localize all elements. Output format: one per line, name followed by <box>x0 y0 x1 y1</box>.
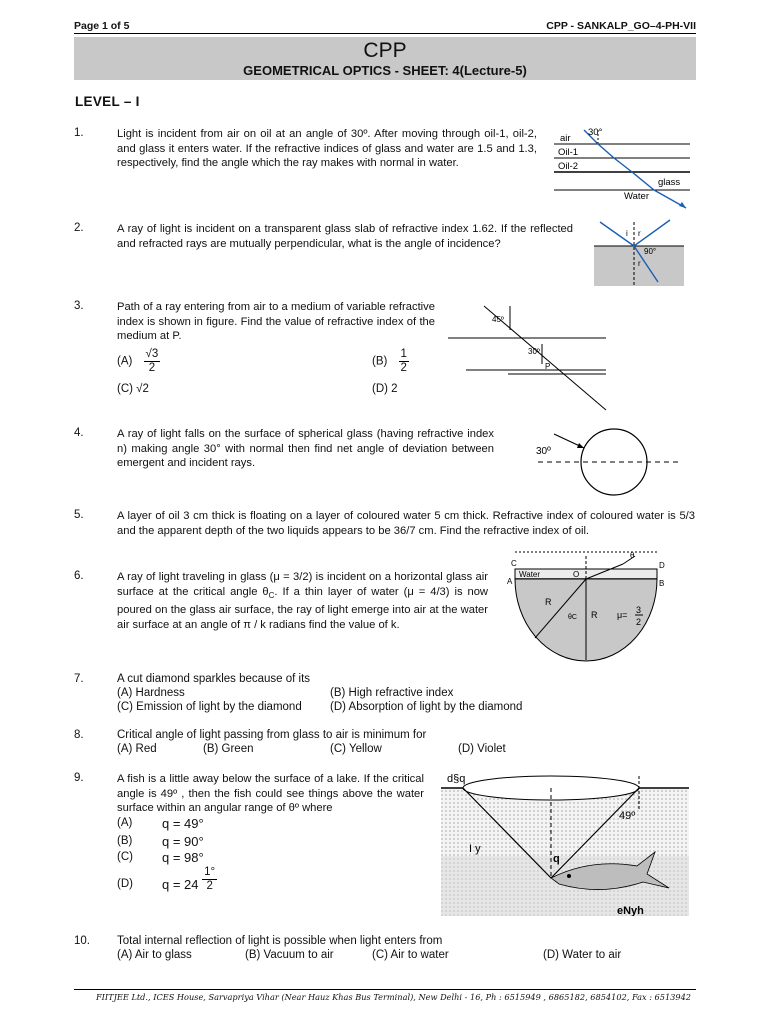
title-banner <box>74 37 696 80</box>
q6-fig-c: C <box>511 559 517 568</box>
q8-option-a[interactable]: (A) Red <box>117 743 157 755</box>
header-rule <box>74 33 696 34</box>
q3-option-a[interactable] <box>117 348 160 375</box>
q6-text-a: A ray of light traveling in glass (μ = 3/2) is incident on a horizontal glass air surface at the critical angle θ <box>117 571 488 598</box>
q3-option-c[interactable]: (C) √2 <box>117 383 149 395</box>
q3-option-a-num: √3 <box>145 348 159 360</box>
q9-option-b-label: (B) <box>117 835 133 847</box>
q2-fig-r-label: r <box>638 229 641 238</box>
level-heading: LEVEL – I <box>75 94 140 109</box>
q9-fig-fish-label: eNyh <box>617 905 644 916</box>
sheet-code: CPP - SANKALP_GO–4-PH-VII <box>546 20 696 32</box>
q1-fig-glass-label: glass <box>658 177 681 188</box>
q6-text <box>117 570 488 633</box>
q10-option-b[interactable]: (B) Vacuum to air <box>245 949 334 961</box>
q9-fig-iy: I y <box>469 843 481 855</box>
q3-option-d[interactable]: (D) 2 <box>372 383 398 395</box>
q5-number: 5. <box>74 509 84 521</box>
q6-fig-mu: μ= <box>617 610 628 620</box>
q9-option-b[interactable] <box>117 834 204 849</box>
q9-option-d[interactable] <box>117 865 216 902</box>
q2-fig-i-label: i <box>626 229 628 238</box>
q8-text: Critical angle of light passing from glass to air is minimum for <box>117 729 427 741</box>
page-subtitle: GEOMETRICAL OPTICS - SHEET: 4(Lecture-5) <box>243 63 527 78</box>
q6-text-b: . If a thin layer of water (μ = 4/3) is now poured on the glass air surface, the ray of light emerge into air at the water air surface at an angle of π / k radians find the value of k. <box>117 585 489 632</box>
q3-option-a-label: (A) <box>117 355 133 368</box>
q6-fig-theta: θ <box>630 551 635 560</box>
q9-option-d-whole: q = 24 <box>162 877 199 892</box>
q1-fig-oil1-label: Oil-1 <box>558 147 579 158</box>
q7-option-b[interactable]: (B) High refractive index <box>330 687 454 699</box>
q1-fig-angle-label: 30° <box>588 127 603 138</box>
q3-text: Path of a ray entering from air to a medium of variable refractive index is shown in figure. Find the value of refractive index of the medium at P. <box>117 301 435 343</box>
page-title: CPP <box>363 39 407 62</box>
q4-text: A ray of light falls on the surface of spherical glass (having refractive index n) making angle 30° with normal then find net angle of deviation between emergent and incident rays. <box>117 428 494 470</box>
q3-option-b-label: (B) <box>372 355 388 368</box>
q1-number: 1. <box>74 127 84 139</box>
q5-text: A layer of oil 3 cm thick is floating on a layer of coloured water 5 cm thick. Refractive index of coloured water is 5/3 and the apparent depth of the two liquids appears to be 36/7 cm. Find the refractive index of oil. <box>117 510 695 537</box>
q9-figure <box>441 770 689 916</box>
q1-figure <box>548 124 698 210</box>
q6-fig-b: B <box>659 579 665 588</box>
q7-option-c[interactable]: (C) Emission of light by the diamond <box>117 701 302 713</box>
q8-number: 8. <box>74 729 84 741</box>
q4-number: 4. <box>74 427 84 439</box>
q9-option-a-value: q = 49° <box>162 816 204 831</box>
q6-number: 6. <box>74 570 84 582</box>
q9-number: 9. <box>74 772 84 784</box>
q2-text: A ray of light is incident on a transparent glass slab of refractive index 1.62. If the reflected and refracted rays are mutually perpendicular, what is the angle of incidence? <box>117 223 573 250</box>
q9-option-d-num: 1° <box>204 865 216 878</box>
q3-option-a-den: 2 <box>148 362 156 374</box>
q9-text: A fish is a little away below the surface of a lake. If the critical angle is 49º , then the fish could see things above the water surface within an angular range of θº where <box>117 773 424 815</box>
q6-text-sub: C <box>268 590 275 600</box>
q3-fig-angle1: 45º <box>492 315 504 324</box>
q9-option-d-label: (D) <box>117 878 133 890</box>
q9-fig-q: q <box>553 853 560 865</box>
q1-fig-water-label: Water <box>624 191 649 202</box>
q10-option-a[interactable]: (A) Air to glass <box>117 949 192 961</box>
q6-fig-r2: R <box>591 610 598 620</box>
footer-rule <box>74 989 696 990</box>
q8-option-b[interactable]: (B) Green <box>203 743 254 755</box>
q7-option-d[interactable]: (D) Absorption of light by the diamond <box>330 701 523 713</box>
q6-fig-d: D <box>659 561 665 570</box>
q6-figure <box>505 548 671 664</box>
q10-option-d[interactable]: (D) Water to air <box>543 949 622 961</box>
q6-fig-mu-den: 2 <box>636 617 642 627</box>
q8-option-d[interactable]: (D) Violet <box>458 743 506 755</box>
q7-number: 7. <box>74 673 84 685</box>
q9-option-a-label: (A) <box>117 817 133 829</box>
footer-address: FIITJEE Ltd., ICES House, Sarvapriya Vihar (Near Hauz Khas Bus Terminal), New Delhi - 16, Ph : 6515949 , 6865182, 6854102, Fax : 6513942 <box>96 992 692 1002</box>
q3-option-b[interactable] <box>372 348 409 375</box>
q1-fig-oil2-label: Oil-2 <box>558 161 579 172</box>
q9-option-c-value: q = 98° <box>162 850 204 865</box>
q10-number: 10. <box>74 935 90 947</box>
q6-fig-thetac: θC <box>568 614 577 621</box>
q1-fig-air-label: air <box>560 133 571 144</box>
q3-figure <box>448 298 608 413</box>
q10-option-c[interactable]: (C) Air to water <box>372 949 449 961</box>
q3-fig-p-label: P <box>545 362 551 371</box>
q3-fig-angle2: 30º <box>528 347 540 356</box>
q6-fig-o: O <box>573 570 580 579</box>
q9-fig-top-label: d§q <box>447 773 466 785</box>
q2-figure <box>590 216 686 288</box>
q9-option-c[interactable] <box>117 850 204 865</box>
q2-fig-r2-label: r <box>638 259 641 268</box>
q3-number: 3. <box>74 300 84 312</box>
q6-fig-r1: R <box>545 597 552 607</box>
q9-option-d-value <box>162 865 217 893</box>
q7-option-a[interactable]: (A) Hardness <box>117 687 185 699</box>
q9-option-b-value: q = 90° <box>162 834 204 849</box>
q6-fig-a: A <box>507 577 513 586</box>
q6-fig-water: Water <box>519 570 541 579</box>
q10-text: Total internal reflection of light is possible when light enters from <box>117 935 443 947</box>
q3-option-b-den: 2 <box>400 362 407 374</box>
q3-option-b-num: 1 <box>400 348 407 360</box>
q2-number: 2. <box>74 222 84 234</box>
q1-text: Light is incident from air on oil at an angle of 30º. After moving through oil-1, oil-2, and glass it enters water. If the refractive indices of glass and water are 1.5 and 1.3, respectively, find the angle which the ray makes with normal in water. <box>117 128 537 170</box>
q9-option-d-den: 2 <box>206 879 213 892</box>
page-number: Page 1 of 5 <box>74 20 130 32</box>
q2-fig-angle-label: 90° <box>644 247 657 256</box>
q4-figure <box>532 426 682 498</box>
q7-text: A cut diamond sparkles because of its <box>117 673 311 685</box>
q4-fig-angle: 30º <box>536 446 551 457</box>
q9-option-c-label: (C) <box>117 851 133 863</box>
q6-fig-mu-num: 3 <box>636 605 642 615</box>
q9-option-a[interactable] <box>117 816 204 831</box>
q8-option-c[interactable]: (C) Yellow <box>330 743 382 755</box>
q9-fig-angle: 49º <box>619 810 636 822</box>
